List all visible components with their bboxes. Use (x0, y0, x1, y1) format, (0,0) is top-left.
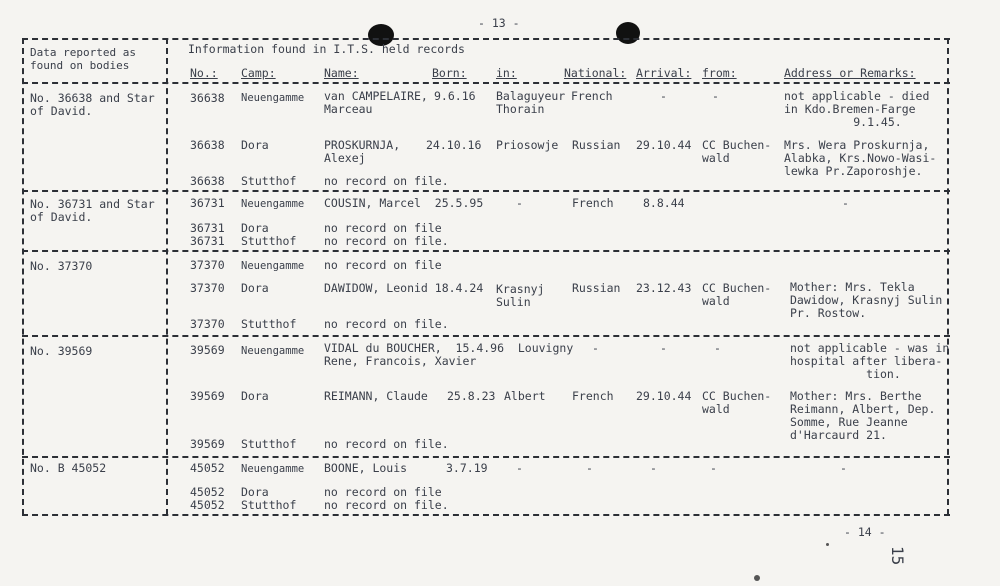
record-remarks: Mother: Mrs. Tekla Dawidow, Krasnyj Sulin Pr. Rostow. (790, 280, 943, 320)
record-remarks: - (840, 461, 847, 475)
record-name: DAWIDOW, Leonid 18.4.24 (324, 281, 484, 295)
record-born: 3.7.19 (446, 461, 488, 475)
record-camp: Dora (241, 389, 269, 403)
page-number-bottom: - 14 - (844, 525, 886, 539)
bottom-rule (22, 514, 950, 516)
info-header: Information found in I.T.S. held records (188, 42, 465, 56)
record-in: Priosowje (496, 138, 559, 152)
record-name: BOONE, Louis (324, 461, 408, 475)
record-no: 36731 (190, 196, 225, 210)
reported-cell: No. 36731 and Star of David. (30, 197, 155, 224)
record-born: 9.6.16 (434, 89, 476, 103)
record-born: 24.10.16 (426, 138, 482, 152)
margin-number: 15 (888, 546, 907, 566)
right-border (947, 38, 949, 515)
record-name: REIMANN, Claude (324, 389, 428, 403)
record-national: French (571, 89, 613, 103)
record-remarks: Mrs. Wera Proskurnja, Alabka, Krs.Nowo-Wasi- lewka Pr.Zaporoshje. (784, 138, 937, 178)
record-national: French (572, 196, 614, 210)
record-no: 39569 (190, 343, 225, 357)
left-border (22, 38, 24, 515)
record-no: 39569 (190, 437, 225, 451)
record-from: CC Buchen- wald (702, 389, 772, 416)
record-remarks: not applicable - was in hospital after libera- tion. (790, 341, 950, 381)
record-no: 45052 (190, 461, 225, 475)
record-national: Russian (572, 138, 621, 152)
record-in: Krasnyj Sulin (496, 282, 545, 309)
page-number-top: - 13 - (478, 16, 520, 30)
record-national: - (592, 341, 599, 355)
record-no: 39569 (190, 389, 225, 403)
record-no: 37370 (190, 317, 225, 331)
record-national: - (586, 461, 593, 475)
col-remarks: Address or Remarks: (784, 66, 916, 80)
record-arrival: 8.8.44 (643, 196, 685, 210)
record-camp: Neuengamme (241, 198, 305, 210)
record-camp: Dora (241, 281, 269, 295)
col-born: Born: (432, 66, 467, 80)
record-arrival: - (660, 89, 667, 103)
record-remarks: - (842, 196, 849, 210)
record-name: VIDAL du BOUCHER, 15.4.96 Louvigny Rene, Francois, Xavier (324, 341, 574, 368)
speck (826, 543, 829, 546)
record-camp: Dora Stutthof (241, 221, 297, 248)
record-camp: Neuengamme (241, 92, 305, 104)
record-in: - (516, 196, 523, 210)
record-arrival: 29.10.44 (636, 389, 692, 403)
record-from: - (710, 461, 717, 475)
record-from: CC Buchen- wald (702, 138, 772, 165)
record-no: 45052 45052 (190, 485, 225, 512)
top-rule (22, 38, 950, 40)
record-in: Albert (504, 389, 546, 403)
reported-cell: No. 37370 (30, 259, 93, 273)
reported-header: Data reported as found on bodies (30, 46, 136, 72)
col-national: National: (564, 66, 627, 80)
col-arrival: Arrival: (636, 66, 692, 80)
punch-hole-right (616, 22, 640, 44)
record-name: van CAMPELAIRE, Marceau (324, 89, 428, 116)
col-no: No.: (190, 66, 218, 80)
speck (754, 575, 760, 581)
record-from: - (714, 341, 721, 355)
record-national: French (572, 389, 614, 403)
record-camp: Neuengamme (241, 345, 305, 357)
record-no: 36638 (190, 138, 225, 152)
record-no: 36731 36731 (190, 221, 225, 248)
reported-cell: No. B 45052 (30, 461, 107, 475)
header-rule (22, 82, 950, 84)
record-name: no record on file (324, 258, 442, 272)
col-from: from: (702, 66, 737, 80)
col-camp: Camp: (241, 66, 276, 80)
record-from: - (712, 89, 719, 103)
record-from: CC Buchen- wald (702, 281, 772, 308)
record-camp: Neuengamme (241, 463, 305, 475)
record-name: no record on file. (324, 174, 449, 188)
record-arrival: - (650, 461, 657, 475)
record-arrival: 29.10.44 (636, 138, 692, 152)
record-camp: Stutthof (241, 437, 297, 451)
record-no: 36638 (190, 174, 225, 188)
group-rule (22, 335, 950, 337)
record-arrival: - (660, 341, 667, 355)
record-in: Balaguyeur Thorain (496, 89, 566, 116)
record-born: 25.8.23 (447, 389, 496, 403)
record-name: no record on file no record on file. (324, 221, 449, 248)
group-rule (22, 456, 950, 458)
record-no: 37370 (190, 258, 225, 272)
group-rule (22, 190, 950, 192)
record-remarks: not applicable - died in Kdo.Bremen-Farge 9.1.45. (784, 89, 930, 129)
record-camp: Dora (241, 138, 269, 152)
col-name: Name: (324, 66, 359, 80)
record-remarks: Mother: Mrs. Berthe Reimann, Albert, Dep. Somme, Rue Jeanne d'Harcaurd 21. (790, 389, 936, 442)
record-name: no record on file no record on file. (324, 485, 449, 512)
record-name: COUSIN, Marcel 25.5.95 (324, 196, 484, 210)
record-national: Russian (572, 281, 621, 295)
col-in: in: (496, 66, 517, 80)
group-rule (22, 250, 950, 252)
record-camp: Neuengamme (241, 260, 305, 272)
record-name: no record on file. (324, 437, 449, 451)
column-divider (166, 38, 168, 515)
record-camp: Dora Stutthof (241, 485, 297, 512)
record-arrival: 23.12.43 (636, 281, 692, 295)
reported-cell: No. 39569 (30, 344, 93, 358)
reported-cell: No. 36638 and Star of David. (30, 91, 155, 118)
record-name: PROSKURNJA, Alexej (324, 138, 401, 165)
record-camp: Stutthof (241, 174, 297, 188)
record-camp: Stutthof (241, 317, 297, 331)
record-in: - (516, 461, 523, 475)
record-no: 36638 (190, 91, 225, 105)
record-name: no record on file. (324, 317, 449, 331)
record-no: 37370 (190, 281, 225, 295)
